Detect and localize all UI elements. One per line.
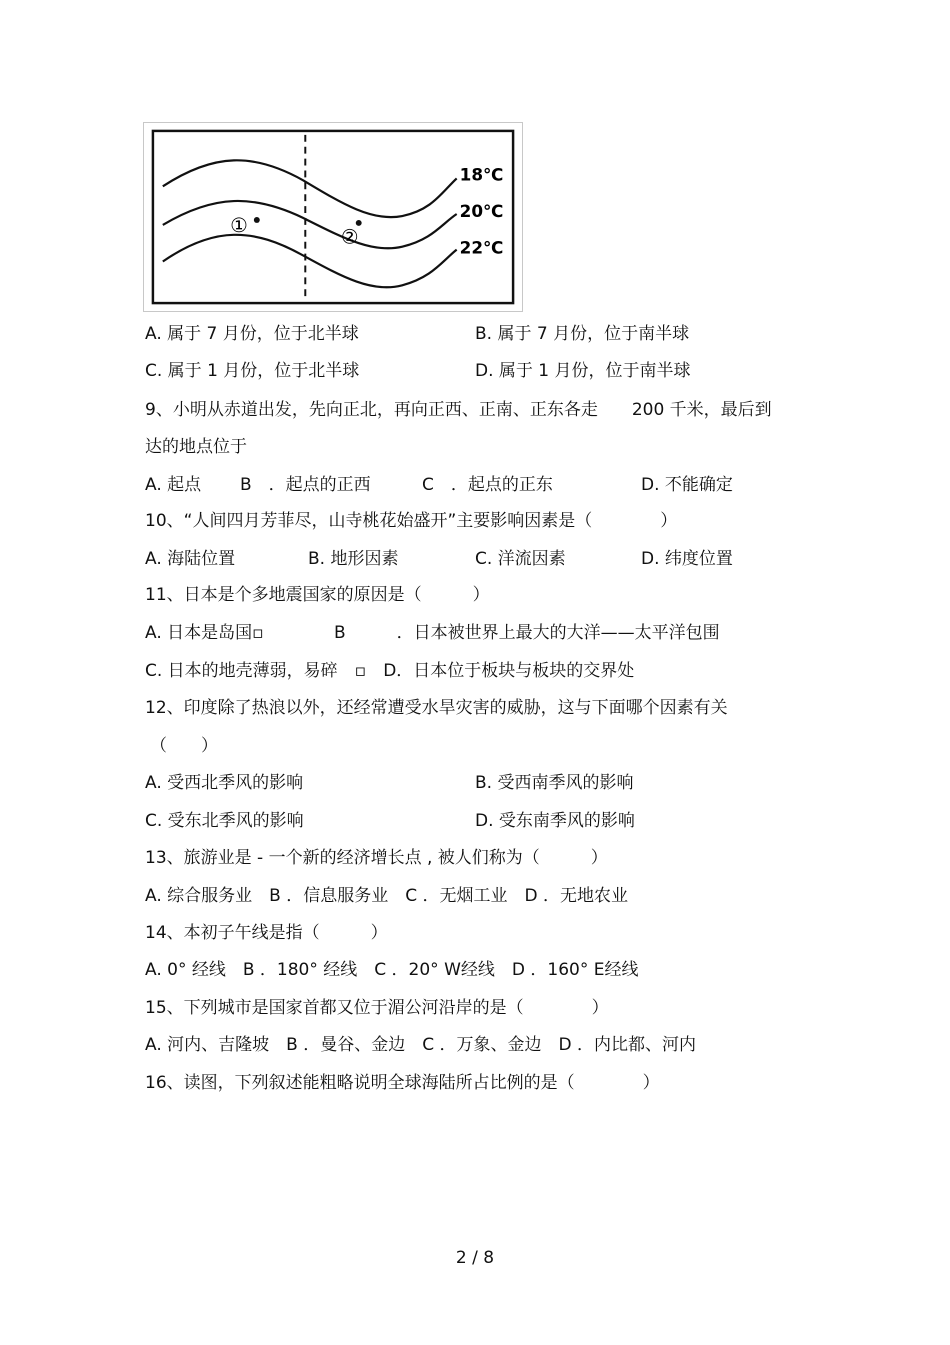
q8-option-b: B. 属于 7 月份，位于南半球 bbox=[475, 324, 690, 344]
q13-text: 13、旅游业是 - 一个新的经济增长点 , 被人们称为（ ） bbox=[145, 848, 608, 868]
q16-text: 16、读图，下列叙述能粗略说明全球海陆所占比例的是（ ） bbox=[145, 1073, 660, 1093]
q10-option-d: D. 纬度位置 bbox=[641, 549, 733, 569]
q9-option-b: B ．起点的正西 bbox=[240, 475, 371, 495]
label-18: 18℃ bbox=[459, 164, 504, 185]
page-number: 2 / 8 bbox=[455, 1248, 495, 1268]
q10-option-a: A. 海陆位置 bbox=[145, 549, 236, 569]
q12-option-d: D. 受东南季风的影响 bbox=[475, 811, 635, 831]
q15-text: 15、下列城市是国家首都又位于湄公河沿岸的是（ ） bbox=[145, 998, 609, 1018]
q9-text-line-1: 9、小明从赤道出发，先向正北，再向正西、正南、正东各走 200 千米，最后到 bbox=[145, 400, 772, 420]
q12-option-b: B. 受西南季风的影响 bbox=[475, 773, 634, 793]
q11-option-b: B ．日本被世界上最大的大洋——太平洋包围 bbox=[334, 623, 720, 643]
q11-option-cd: C. 日本的地壳薄弱，易碎 ▫ D．日本位于板块与板块的交界处 bbox=[145, 661, 635, 681]
q11-text: 11、日本是个多地震国家的原因是（ ） bbox=[145, 585, 490, 605]
q13-options: A. 综合服务业 B ．信息服务业 C ．无烟工业 D ．无地农业 bbox=[145, 886, 628, 906]
q10-text: 10、“人间四月芳菲尽，山寺桃花始盛开”主要影响因素是（ ） bbox=[145, 511, 678, 531]
q14-options: A. 0° 经线 B ．180° 经线 C ．20° W经线 D ．160° E经线 bbox=[145, 960, 639, 980]
point-1-label: ① bbox=[230, 213, 248, 237]
q14-text: 14、本初子午线是指（ ） bbox=[145, 923, 388, 943]
isotherm-18 bbox=[163, 160, 457, 217]
q8-option-d: D. 属于 1 月份，位于南半球 bbox=[475, 361, 691, 381]
q10-option-b: B. 地形因素 bbox=[308, 549, 399, 569]
label-20: 20℃ bbox=[459, 201, 504, 221]
q8-option-a: A. 属于 7 月份，位于北半球 bbox=[145, 324, 359, 344]
q15-options: A. 河内、吉隆坡 B ．曼谷、金边 C ．万象、金边 D ．内比都、河内 bbox=[145, 1035, 696, 1055]
point-2-label: ② bbox=[340, 225, 359, 249]
isotherm-20 bbox=[163, 201, 457, 248]
q9-option-c: C ．起点的正东 bbox=[422, 475, 553, 495]
q11-option-a: A. 日本是岛国▫ bbox=[145, 623, 264, 643]
q10-option-c: C. 洋流因素 bbox=[475, 549, 566, 569]
point-2-dot bbox=[356, 220, 362, 226]
q12-option-a: A. 受西北季风的影响 bbox=[145, 773, 304, 793]
isotherm-diagram bbox=[144, 123, 522, 311]
q12-option-c: C. 受东北季风的影响 bbox=[145, 811, 304, 831]
q12-text-line-1: 12、印度除了热浪以外，还经常遭受水旱灾害的威胁，这与下面哪个因素有关 bbox=[145, 698, 728, 718]
q9-text-line-2: 达的地点位于 bbox=[145, 437, 247, 457]
q12-text-line-2: （ ） bbox=[150, 736, 218, 756]
q9-option-d: D. 不能确定 bbox=[641, 475, 733, 495]
isotherm-figure bbox=[143, 122, 523, 312]
q9-option-a: A. 起点 bbox=[145, 475, 202, 495]
label-22: 22℃ bbox=[459, 237, 504, 258]
q8-option-c: C. 属于 1 月份，位于北半球 bbox=[145, 361, 360, 381]
point-1-dot bbox=[254, 217, 260, 223]
